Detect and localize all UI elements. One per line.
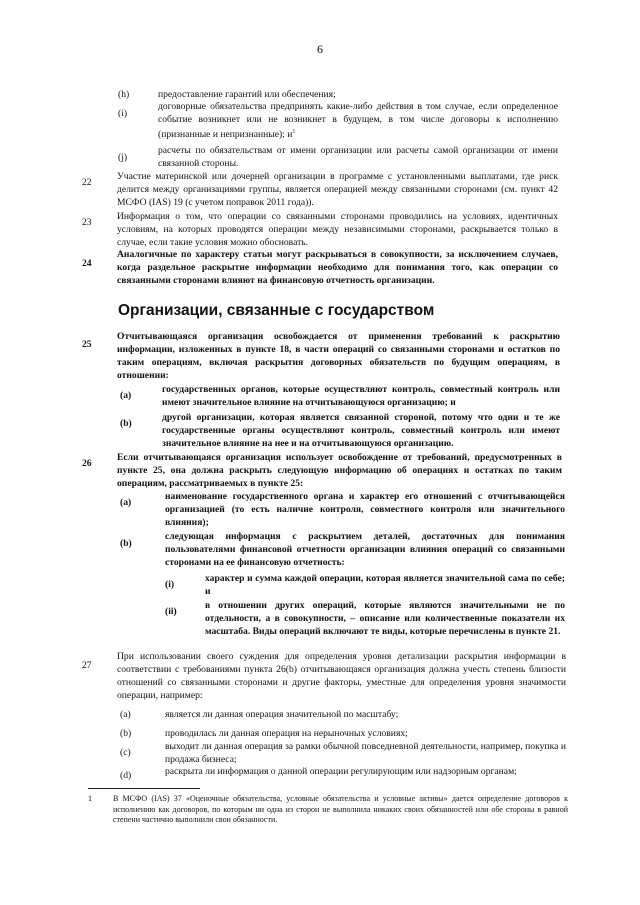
item-label: (a)	[120, 390, 132, 401]
paragraph-text: Информация о том, что операции со связанными сторонами проводились на условиях, идентичных условиям, на которых проводятся операции между независимыми сторонами, раскрывается только в случае, если такие условия можно обосновать.	[117, 211, 558, 248]
paragraph-number: 25	[82, 339, 92, 350]
item-label: (a)	[120, 497, 132, 508]
item-text: следующая информация с раскрытием деталей, достаточных для понимания пользователями финансовой отчетности организации влияния операций со связанными сторонами на ее финансовую отчетность:	[165, 531, 565, 568]
paragraph-text: При использовании своего суждения для определения уровня детализации раскрытия информации в соответствии с требованиями пункта 26(b) отчитывающаяся организация должна учесть степень близости отношений со связанными сторонами и другие факторы, уместные для определения уровня значимости операции, например:	[117, 651, 566, 701]
item-label: (i)	[165, 579, 175, 590]
item-text: проводилась ли данная операция на нерыночных условиях;	[165, 728, 408, 739]
item-text: предоставление гарантий или обеспечения;	[158, 89, 336, 100]
item-text: другой организации, которая является связанной стороной, потому что одни и те же государственные органы осуществляют контроль, совместный контроль или имеют значительное влияние на нее и на отчитывающуюся организацию.	[162, 412, 560, 449]
paragraph-number: 27	[82, 660, 92, 671]
paragraph-text: Отчитывающаяся организация освобождается от применения требований к раскрытию информации, изложенных в пункте 18, в части операций со связанными сторонами и остатков по таким операциям, включая раскрытия договорных обязательств по будущим операциям, в отношении:	[117, 331, 560, 381]
item-label: (d)	[120, 770, 132, 781]
item-text: выходит ли данная операция за рамки обычной повседневной деятельности, например, покупка и продажа бизнеса;	[165, 741, 566, 765]
item-text: в отношении других операций, которые являются значительными не по отдельности, а в совокупности, – описание или количественные показатели их масштаба. Виды операций включают те виды, которые перечислены в пункте 21.	[205, 600, 565, 637]
item-label: (j)	[118, 152, 128, 163]
item-text: государственных органов, которые осуществляют контроль, совместный контроль или имеют значительное влияние на отчитывающуюся организацию; и	[162, 384, 560, 408]
item-label: (h)	[118, 89, 130, 100]
item-label: (ii)	[165, 606, 177, 617]
paragraph-number: 24	[82, 258, 92, 269]
item-label: (a)	[120, 709, 131, 720]
item-label: (b)	[120, 418, 132, 429]
item-text-content: договорные обязательства предпринять какие-либо действия в том случае, если определенное событие возникнет или не возникнет в будущем, в том числе договоры к исполнению (признанные и непризнанные); и	[158, 101, 558, 141]
item-text: раскрыта ли информация о данной операции регулирующим или надзорным органам;	[165, 766, 517, 777]
footnote-marker: 1	[292, 129, 296, 135]
paragraph-number: 26	[82, 458, 92, 469]
item-label: (i)	[118, 108, 128, 119]
item-text: характер и сумма каждой операции, которая является значительной сама по себе; и	[205, 573, 565, 597]
footnote-text: В МСФО (IAS) 37 «Оценочные обязательства, условные обязательства и условные активы» дается определение договоров к исполнению как договоров, по которым ни одна из сторон не выполнила никаких своих обязанностей или обе стороны в равной степени частично выполнили свои обязанности.	[113, 794, 568, 824]
paragraph-number: 23	[82, 217, 92, 228]
item-label: (b)	[120, 728, 132, 739]
item-text	[158, 100, 558, 141]
item-text: расчеты по обязательствам от имени организации или расчеты самой организации от имени связанной стороны.	[158, 145, 558, 169]
paragraph-number: 22	[82, 177, 92, 188]
paragraph-text: Если отчитывающаяся организация использует освобождение от требований, предусмотренных в пункте 25, она должна раскрыть следующую информацию об операциях и остатках по таким операциям, рассматриваемых в пункте 25:	[117, 452, 562, 489]
item-label: (c)	[120, 747, 131, 758]
item-text: наименование государственного органа и характер его отношений с отчитывающейся организацией (то есть наличие контроля, совместного контроля или значительного влияния);	[165, 491, 565, 528]
footnote-number: 1	[88, 794, 92, 803]
item-text: является ли данная операция значительной по масштабу;	[165, 709, 399, 720]
item-label: (b)	[120, 538, 132, 549]
paragraph-text: Аналогичные по характеру статьи могут раскрываться в совокупности, за исключением случаев, когда раздельное раскрытие информации необходимо для понимания того, как операции со связанными сторонами влияют на финансовую отчетность организации.	[117, 249, 558, 286]
paragraph-text: Участие материнской или дочерней организации в программе с установленными выплатами, где риск делится между организациями группы, является операцией между связанными сторонами (см. пункт 42 МСФО (IAS) 19 (с учетом поправок 2011 года)).	[117, 171, 558, 208]
section-heading: Организации, связанные с государством	[118, 302, 435, 319]
page-number: 6	[317, 42, 323, 56]
footnote-divider	[88, 788, 200, 789]
